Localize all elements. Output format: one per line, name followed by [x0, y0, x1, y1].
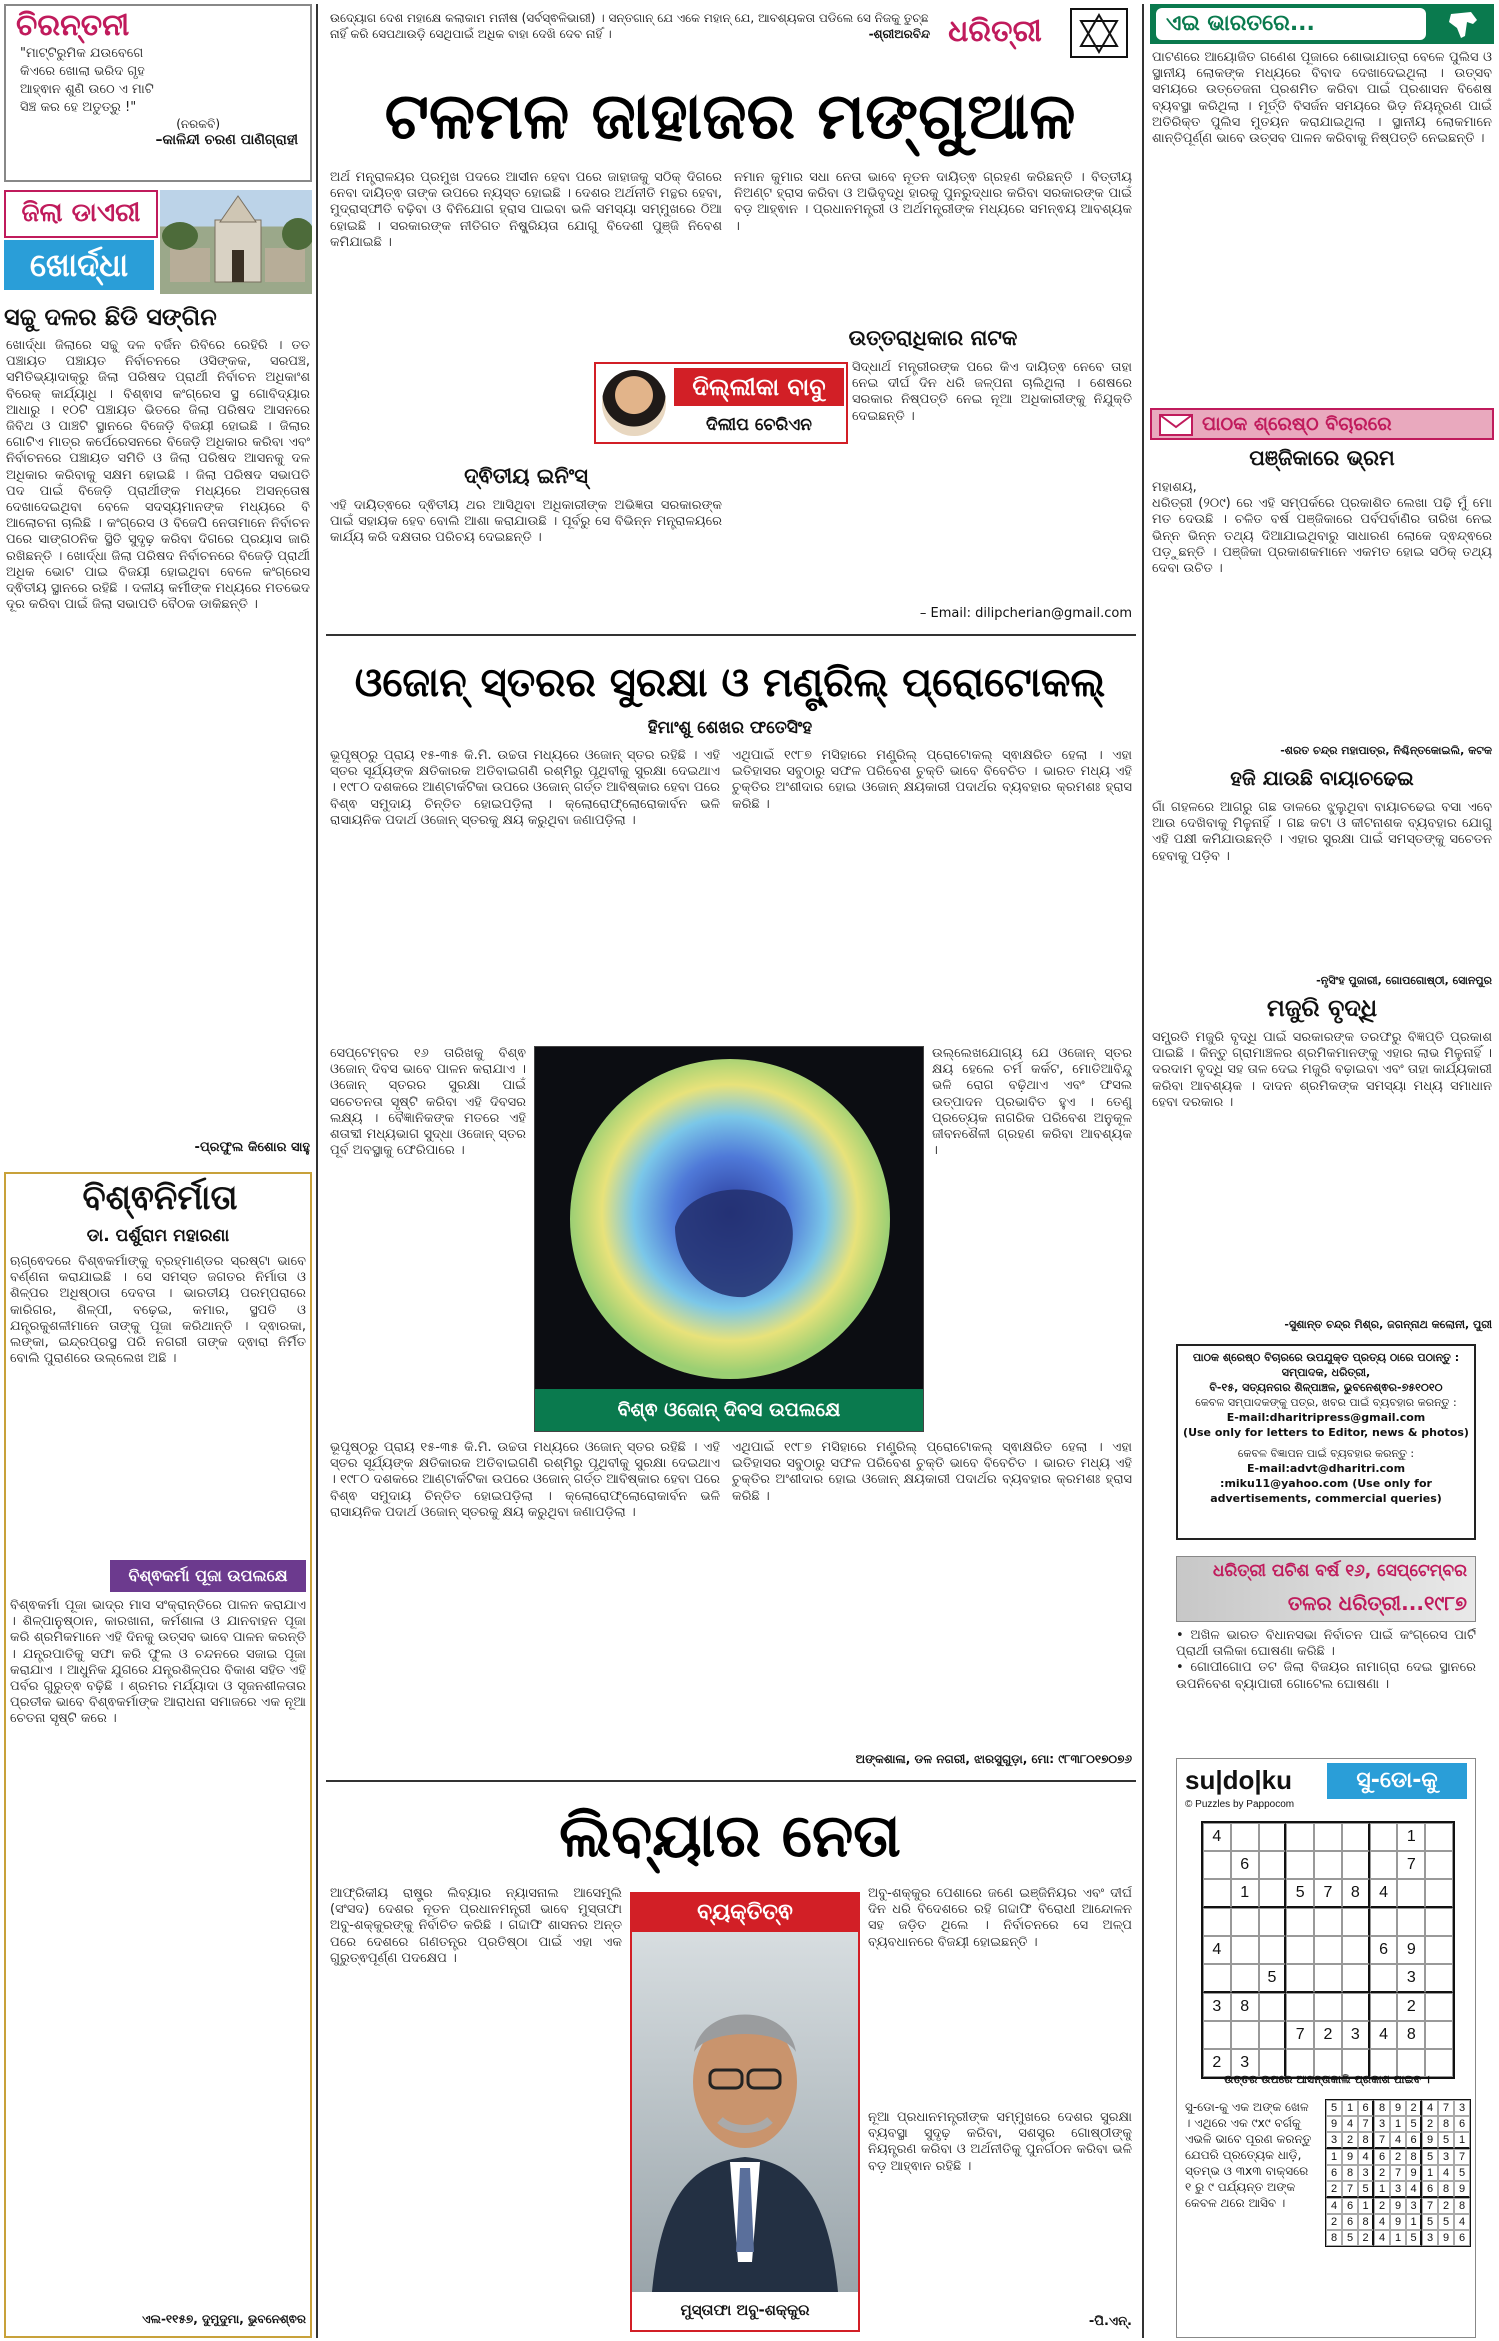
archive-bottom: ତଳର ଧରିତ୍ରୀ...୧୯୮୭ — [1287, 1591, 1467, 1615]
ozone-caption: ବିଶ୍ଵ ଓଜୋନ୍ ଦିବସ ଉପଲକ୍ଷେ — [535, 1389, 923, 1431]
sudoku-cell[interactable] — [1259, 1993, 1287, 2021]
archive-banner — [1176, 1556, 1476, 1622]
vishwa-title: ବିଶ୍ଵନିର୍ମାତା — [82, 1178, 238, 1218]
sudoku-cell[interactable]: 3 — [1397, 1964, 1425, 1993]
sudoku-cell[interactable]: 4 — [1203, 1823, 1231, 1851]
solution-cell: 4 — [1406, 2181, 1422, 2198]
letter-2-body: ଗାଁ ଗହଳରେ ଆଗରୁ ଗଛ ଡାଳରେ ଝୁଲୁଥିବା ବାୟାଚଢେଇ ବସା ଏବେ ଆଉ ଦେଖିବାକୁ ମିଳୁନାହିଁ । ଗଛ କଟା ଓ କୀଟନାଶକ ବ୍ୟବହାର ଯୋଗୁ ଏହି ପକ୍ଷୀ କମିଯାଉଛନ୍ତି । ଏହାର ସୁରକ୍ଷା ପାଇଁ ସମସ୍ତଙ୍କୁ ସଚେତନ ହେବାକୁ ପଡ଼ିବ । — [1152, 800, 1492, 864]
solution-cell: 5 — [1438, 2214, 1454, 2230]
letter-1-body: ମହାଶୟ, ଧରିତ୍ରୀ (୨୦୯) ରେ ଏହି ସମ୍ପର୍କରେ ପ୍ରକାଶିତ ଲେଖା ପଢ଼ି ମୁଁ ମୋ ମତ ଦେଉଛି । ଚଳିତ ବର୍ଷ ପଞ୍ଜିକାରେ ପର୍ବପର୍ବାଣିର ତାରିଖ ନେଇ ଭିନ୍ନ ଭିନ୍ନ ତଥ୍ୟ ଦିଆଯାଇଥିବାରୁ ସାଧାରଣ ଲୋକେ ଦ୍ଵନ୍ଦ୍ଵରେ ପଡ଼ୁଛନ୍ତି । ପଞ୍ଜିକା ପ୍ରକାଶକମାନେ ଏକମତ ହୋଇ ସଠିକ୍ ତଥ୍ୟ ଦେବା ଉଚିତ । — [1152, 480, 1492, 577]
letter-3-body: ସମ୍ପ୍ରତି ମଜୁରି ବୃଦ୍ଧି ପାଇଁ ସରକାରଙ୍କ ତରଫରୁ ବିଜ୍ଞପ୍ତି ପ୍ରକାଶ ପାଇଛି । କିନ୍ତୁ ଗ୍ରାମାଞ୍ଚଳର ଶ୍ରମିକମାନଙ୍କୁ ଏହାର ଲାଭ ମିଳୁନାହିଁ । ଦରଦାମ ବୃଦ୍ଧି ସହ ତାଳ ଦେଇ ମଜୁରି ବଢ଼ାଇବା ଏବଂ ତାହା କାର୍ଯ୍ୟକାରୀ କରିବା ଆବଶ୍ୟକ । ଦାଦନ ଶ୍ରମିକଙ୍କ ସମସ୍ୟା ମଧ୍ୟ ସମାଧାନ ହେବା ଦରକାର । — [1152, 1030, 1492, 1110]
libya-portrait — [632, 1932, 858, 2292]
sudoku-cell[interactable]: 3 — [1231, 2049, 1259, 2077]
sudoku-cell[interactable] — [1286, 1823, 1314, 1851]
solution-cell: 3 — [1374, 2116, 1390, 2132]
sudoku-cell[interactable] — [1425, 1993, 1453, 2021]
libya-col-3: ନୂଆ ପ୍ରଧାନମନ୍ତ୍ରୀଙ୍କ ସମ୍ମୁଖରେ ଦେଶର ସୁରକ୍ଷା ବ୍ୟବସ୍ଥା ସୁଦୃଢ଼ କରିବା, ସଶସ୍ତ୍ର ଗୋଷ୍ଠୀଙ୍କୁ ନିୟନ୍ତ୍ରଣ କରିବା ଓ ଅର୍ଥନୀତିକୁ ପୁନର୍ଗଠନ କରିବା ଭଳି ବଡ଼ ଆହ୍ଵାନ ରହିଛି । — [868, 2110, 1132, 2174]
address-line-2: ସମ୍ପାଦକ, ଧରିତ୍ରୀ, — [1281, 1366, 1371, 1379]
sudoku-cell[interactable] — [1203, 1964, 1231, 1993]
solution-cell: 1 — [1342, 2100, 1358, 2116]
sudoku-note: ଉତ୍ତର ଉପରେ ଆସନ୍ତାକାଲି ପ୍ରକାଶ ପାଇବ । — [1224, 2073, 1430, 2086]
sudoku-cell[interactable] — [1425, 1823, 1453, 1851]
sudoku-brand-or: ସୁ-ଡୋ-କୁ — [1327, 1763, 1467, 1799]
solution-cell: 6 — [1454, 2116, 1470, 2132]
ei-bharat-header — [1150, 4, 1494, 44]
sudoku-cell[interactable] — [1370, 1993, 1398, 2021]
ozone-col-c: ସେପ୍ଟେମ୍ବର ୧୬ ତାରିଖକୁ ବିଶ୍ଵ ଓଜୋନ୍ ଦିବସ ଭାବେ ପାଳନ କରାଯାଏ । ଓଜୋନ୍ ସ୍ତରର ସୁରକ୍ଷା ପାଇଁ ସଚେତନତା ସୃଷ୍ଟି କରିବା ଏହି ଦିବସର ଲକ୍ଷ୍ୟ । ବୈଜ୍ଞାନିକଙ୍କ ମତରେ ଏହି ଶତାବ୍ଦୀ ମଧ୍ୟଭାଗ ସୁଦ୍ଧା ଓଜୋନ୍ ସ୍ତର ପୂର୍ବ ଅବସ୍ଥାକୁ ଫେରିପାରେ । — [330, 1046, 526, 1159]
solution-cell: 8 — [1454, 2198, 1470, 2214]
solution-cell: 2 — [1374, 2165, 1390, 2181]
letter-3-sign: -ସୁଶାନ୍ତ ଚନ୍ଦ୍ର ମିଶ୍ର, ଜଗନ୍ନାଥ କଲୋନୀ, ପୁରୀ — [1284, 1318, 1492, 1331]
solution-cell: 2 — [1326, 2214, 1342, 2230]
sudoku-cell[interactable] — [1342, 1936, 1370, 1964]
solution-cell: 4 — [1374, 2214, 1390, 2230]
sudoku-cell[interactable]: 3 — [1203, 1993, 1231, 2021]
solution-cell: 8 — [1374, 2100, 1390, 2116]
solution-cell: 7 — [1358, 2116, 1374, 2132]
vishwa-banner: ବିଶ୍ଵକର୍ମା ପୂଜା ଉପଲକ୍ଷେ — [110, 1560, 306, 1592]
solution-cell: 9 — [1438, 2230, 1454, 2246]
address-line-4: କେବଳ ସମ୍ପାଦକଙ୍କୁ ପତ୍ର, ଖବର ପାଇଁ ବ୍ୟବହାର କରନ୍ତୁ : — [1195, 1396, 1457, 1409]
solution-cell: 5 — [1438, 2132, 1454, 2149]
india-map-icon — [1440, 8, 1486, 40]
solution-cell: 1 — [1374, 2181, 1390, 2198]
vishwa-body-1: ଋଗ୍ଵେଦରେ ବିଶ୍ଵକର୍ମାଙ୍କୁ ବ୍ରହ୍ମାଣ୍ଡର ସ୍ରଷ୍ଟା ଭାବେ ବର୍ଣ୍ଣନା କରାଯାଇଛି । ସେ ସମସ୍ତ ଜଗତର ନିର୍ମାତା ଓ ଶିଳ୍ପର ଅଧିଷ୍ଠାତା ଦେବତା । ଭାରତୀୟ ପରମ୍ପରାରେ କାରିଗର, ଶିଳ୍ପୀ, ବଢ଼େଇ, କମାର, ସ୍ଥପତି ଓ ଯନ୍ତ୍ରକୁଶଳୀମାନେ ତାଙ୍କୁ ପୂଜା କରିଥାନ୍ତି । ଦ୍ଵାରକା, ଲଙ୍କା, ଇନ୍ଦ୍ରପ୍ରସ୍ଥ ପରି ନଗରୀ ତାଙ୍କ ଦ୍ଵାରା ନିର୍ମିତ ବୋଲି ପୁରାଣରେ ଉଲ୍ଲେଖ ଅଛି । — [10, 1254, 306, 1367]
email-line: – Email: dilipcherian@gmail.com — [919, 606, 1132, 621]
solution-cell: 4 — [1454, 2214, 1470, 2230]
chirantani-box — [4, 4, 312, 182]
solution-cell: 6 — [1342, 2198, 1358, 2214]
solution-cell: 2 — [1342, 2132, 1358, 2149]
sudoku-cell[interactable]: 7 — [1397, 1851, 1425, 1879]
libya-photo-caption: ମୁସ୍ତାଫା ଅବୁ-ଶକ୍କୁର — [680, 2301, 810, 2319]
solution-cell: 2 — [1406, 2100, 1422, 2116]
letter-1-title: ପଞ୍ଜିକାରେ ଭ୍ରମ — [1249, 446, 1395, 470]
advt-email-note: advertisements, commercial queries) — [1210, 1492, 1442, 1505]
ozone-col-b: ଏଥିପାଇଁ ୧୯୮୭ ମସିହାରେ ମଣ୍ଟ୍ରିଲ୍ ପ୍ରୋଟୋକଲ୍ ସ୍ଵାକ୍ଷରିତ ହେଲା । ଏହା ଇତିହାସର ସବୁଠାରୁ ସଫଳ ପରିବେଶ ଚୁକ୍ତି ଭାବେ ବିବେଚିତ । ଭାରତ ମଧ୍ୟ ଏହି ଚୁକ୍ତିର ଅଂଶୀଦାର ହୋଇ ଓଜୋନ୍ କ୍ଷୟକାରୀ ପଦାର୍ଥର ବ୍ୟବହାର କ୍ରମଶଃ ହ୍ରାସ କରିଛି । — [732, 748, 1132, 812]
solution-cell: 5 — [1406, 2116, 1422, 2132]
ozone-col-c2: ଉଲ୍ଲେଖଯୋଗ୍ୟ ଯେ ଓଜୋନ୍ ସ୍ତର କ୍ଷୟ ହେଲେ ଚର୍ମ କର୍କଟ, ମୋତିଆବିନ୍ଦୁ ଭଳି ରୋଗ ବଢ଼ିଥାଏ ଏବଂ ଫସଲ ଉତ୍ପାଦନ ପ୍ରଭାବିତ ହୁଏ । ତେଣୁ ପ୍ରତ୍ୟେକ ନାଗରିକ ପରିବେଶ ଅନୁକୂଳ ଜୀବନଶୈଳୀ ଗ୍ରହଣ କରିବା ଆବଶ୍ୟକ । — [932, 1046, 1132, 1159]
solution-cell: 3 — [1406, 2198, 1422, 2214]
solution-cell: 1 — [1390, 2116, 1406, 2132]
solution-cell: 2 — [1358, 2230, 1374, 2246]
solution-cell: 6 — [1406, 2132, 1422, 2149]
solution-cell: 3 — [1422, 2230, 1438, 2246]
sudoku-box — [1176, 1758, 1476, 2338]
solution-cell: 8 — [1358, 2132, 1374, 2149]
address-line-5: କେବଳ ବିଜ୍ଞାପନ ପାଇଁ ବ୍ୟବହାର କରନ୍ତୁ : — [1237, 1447, 1415, 1460]
libya-col-1: ଆଫ୍ରିକୀୟ ରାଷ୍ଟ୍ର ଲିବ୍ୟାର ନ୍ୟାସନାଲ ଆସେମ୍ବ୍ଲି (ସଂସଦ) ଦେଶର ନୂତନ ପ୍ରଧାନମନ୍ତ୍ରୀ ଭାବେ ମୁସ୍ତାଫା ଅବୁ-ଶକ୍କୁରଙ୍କୁ ନିର୍ବାଚିତ କରିଛି । ଗଦ୍ଦାଫି ଶାସନର ଅନ୍ତ ପରେ ଦେଶରେ ଗଣତନ୍ତ୍ର ପ୍ରତିଷ୍ଠା ପାଇଁ ଏହା ଏକ ଗୁରୁତ୍ଵପୂର୍ଣ୍ଣ ପଦକ୍ଷେପ । — [330, 1886, 622, 1966]
letter-3-title: ମଜୁରି ବୃଦ୍ଧି — [1266, 994, 1378, 1022]
sudoku-cell[interactable] — [1342, 1993, 1370, 2021]
sub-heading-2: ଉତ୍ତରାଧିକାର ନାଟକ — [848, 326, 1018, 350]
sudoku-cell[interactable] — [1203, 1879, 1231, 1908]
portrait-illustration — [632, 1932, 858, 2292]
district-name: ଖୋର୍ଦ୍ଧା — [4, 240, 154, 290]
sudoku-cell[interactable] — [1231, 1823, 1259, 1851]
solution-cell: 1 — [1326, 2149, 1342, 2165]
sudoku-cell[interactable] — [1342, 1964, 1370, 1993]
solution-cell: 5 — [1422, 2214, 1438, 2230]
column-badge — [594, 362, 848, 444]
sudoku-cell[interactable]: 5 — [1286, 1879, 1314, 1908]
solution-cell: 6 — [1342, 2214, 1358, 2230]
solution-cell: 2 — [1390, 2149, 1406, 2165]
sudoku-cell[interactable] — [1314, 1993, 1342, 2021]
solution-cell: 4 — [1390, 2132, 1406, 2149]
libya-headline: ଲିବ୍ୟାର ନେତା — [559, 1801, 901, 1871]
ticker-source: -ଶ୍ରୀଅରବିନ୍ଦ — [868, 27, 930, 41]
sudoku-credit: © Puzzles by Pappocom — [1185, 1799, 1295, 1810]
archive-body: • ଅଖିଳ ଭାରତ ବିଧାନସଭା ନିର୍ବାଚନ ପାଇଁ କଂଗ୍ରେସ ପାର୍ଟି ପ୍ରାର୍ଥୀ ତାଲିକା ଘୋଷଣା କରିଛି । • ଗୋପୀଗୋପ ତଟ ଜିଲା ବିଜୟର ନାମାଗ୍ରା ଦେଇ ସ୍ଥାନରେ ଉପନିବେଶ ବ୍ୟାପାରୀ ଗୋଟେଲ ଘୋଷଣା । — [1176, 1628, 1476, 1692]
solution-cell: 5 — [1406, 2230, 1422, 2246]
solution-cell: 6 — [1358, 2100, 1374, 2116]
sudoku-cell[interactable]: 1 — [1397, 1823, 1425, 1851]
sudoku-cell[interactable] — [1314, 1823, 1342, 1851]
sudoku-cell[interactable] — [1259, 1936, 1287, 1964]
sudoku-cell[interactable] — [1342, 1851, 1370, 1879]
sudoku-cell[interactable] — [1259, 2021, 1287, 2049]
top-col-1: ଅର୍ଥ ମନ୍ତ୍ରାଳୟର ପ୍ରମୁଖ ପଦରେ ଆସୀନ ହେବା ପରେ ଜାହାଜକୁ ସଠିକ୍ ଦିଗରେ ନେବା ଦାୟିତ୍ଵ ତାଙ୍କ ଉପରେ ନ୍ୟସ୍ତ ହୋଇଛି । ଦେଶର ଅର୍ଥନୀତି ମନ୍ଥର ହେବା, ମୁଦ୍ରାସ୍ଫୀତି ବଢ଼ିବା ଓ ବିନିଯୋଗ ହ୍ରାସ ପାଇବା ଭଳି ସମସ୍ୟା ସମ୍ମୁଖରେ ଠିଆ ହୋଇଛି । ସରକାରଙ୍କ ନୀତିଗତ ନିଷ୍କ୍ରିୟତା ଯୋଗୁ ବିଦେଶୀ ପୁଞ୍ଜି ନିବେଶ କମିଯାଇଛି । — [330, 170, 722, 250]
advt-email[interactable]: E-mail:advt@dharitri.com — [1246, 1462, 1406, 1475]
sudoku-cell[interactable]: 3 — [1342, 2021, 1370, 2049]
solution-cell: 4 — [1326, 2198, 1342, 2214]
solution-cell: 1 — [1454, 2132, 1470, 2149]
reader-best-label: ପାଠକ ଶ୍ରେଷ୍ଠ ବିଚାରରେ — [1202, 413, 1392, 435]
sudoku-cell[interactable]: 5 — [1259, 1964, 1287, 1993]
ozone-col-e: ଏଥିପାଇଁ ୧୯୮୭ ମସିହାରେ ମଣ୍ଟ୍ରିଲ୍ ପ୍ରୋଟୋକଲ୍ ସ୍ଵାକ୍ଷରିତ ହେଲା । ଏହା ଇତିହାସର ସବୁଠାରୁ ସଫଳ ପରିବେଶ ଚୁକ୍ତି ଭାବେ ବିବେଚିତ । ଭାରତ ମଧ୍ୟ ଏହି ଚୁକ୍ତିର ଅଂଶୀଦାର ହୋଇ ଓଜୋନ୍ କ୍ଷୟକାରୀ ପଦାର୍ଥର ବ୍ୟବହାର କ୍ରମଶଃ ହ୍ରାସ କରିଛି । — [732, 1440, 1132, 1504]
ei-bharat-body: ପାଟଣରେ ଆୟୋଜିତ ଗଣେଶ ପୂଜାରେ ଶୋଭାଯାତ୍ରା ବେଳେ ପୁଲିସ ଓ ସ୍ଥାନୀୟ ଲୋକଙ୍କ ମଧ୍ୟରେ ବିବାଦ ଦେଖାଦେଇଥିଲା । ଉତ୍ସବ ସମୟରେ ଉତ୍ତେଜନା ପ୍ରଶମିତ କରିବା ପାଇଁ ପ୍ରଶାସନ ବିଶେଷ ବ୍ୟବସ୍ଥା କରିଥିଲା । ମୂର୍ତ୍ତି ବିସର୍ଜନ ସମୟରେ ଭିଡ଼ ନିୟନ୍ତ୍ରଣ ପାଇଁ ଅତିରିକ୍ତ ପୁଲିସ ମୁତୟନ କରାଯାଇଥିଲା । ସ୍ଥାନୀୟ ଲୋକମାନେ ଶାନ୍ତିପୂର୍ଣ୍ଣ ଭାବେ ଉତ୍ସବ ପାଳନ କରିବାକୁ ନିଷ୍ପତ୍ତି ନେଇଛନ୍ତି । — [1152, 50, 1492, 147]
vishwa-body-2: ବିଶ୍ଵକର୍ମା ପୂଜା ଭାଦ୍ର ମାସ ସଂକ୍ରାନ୍ତିରେ ପାଳନ କରାଯାଏ । ଶିଳ୍ପାନୁଷ୍ଠାନ, କାରଖାନା, କର୍ମଶାଳା ଓ ଯାନବାହନ ପୂଜା କରି ଶ୍ରମିକମାନେ ଏହି ଦିନକୁ ଉତ୍ସବ ଭାବେ ପାଳନ କରନ୍ତି । ଯନ୍ତ୍ରପାତିକୁ ସଫା କରି ଫୁଲ ଓ ଚନ୍ଦନରେ ସଜାଇ ପୂଜା କରାଯାଏ । ଆଧୁନିକ ଯୁଗରେ ଯନ୍ତ୍ରଶିଳ୍ପର ବିକାଶ ସହିତ ଏହି ପର୍ବର ଗୁରୁତ୍ଵ ବଢ଼ିଛି । ଶ୍ରମର ମର୍ଯ୍ୟାଦା ଓ ସୃଜନଶୀଳତାର ପ୍ରତୀକ ଭାବେ ବିଶ୍ଵକର୍ମାଙ୍କ ଆରାଧନା ସମାଜରେ ଏକ ନୂଆ ଚେତନା ସୃଷ୍ଟି କରେ । — [10, 1598, 306, 1727]
star-emblem-icon — [1070, 8, 1128, 58]
solution-cell: 9 — [1390, 2100, 1406, 2116]
solution-cell: 7 — [1438, 2100, 1454, 2116]
solution-cell: 1 — [1358, 2198, 1374, 2214]
vishwa-author: ଡା. ପର୍ଶୁରାମ ମହାରଣା — [86, 1226, 230, 1246]
sudoku-cell[interactable]: 7 — [1286, 2021, 1314, 2049]
solution-cell: 4 — [1422, 2100, 1438, 2116]
solution-cell: 7 — [1374, 2132, 1390, 2149]
archive-top: ଧରିତ୍ରୀ ପଚିଶ ବର୍ଷ ୧୬, ସେପ୍ଟେମ୍ବର — [1212, 1561, 1467, 1581]
sudoku-cell[interactable] — [1425, 1936, 1453, 1964]
solution-cell: 2 — [1438, 2198, 1454, 2214]
sudoku-cell[interactable] — [1259, 1908, 1287, 1936]
reader-best-bar — [1150, 408, 1494, 440]
sudoku-cell[interactable] — [1425, 2021, 1453, 2049]
sudoku-cell[interactable] — [1425, 1908, 1453, 1936]
solution-cell: 7 — [1342, 2181, 1358, 2198]
solution-cell: 5 — [1342, 2230, 1358, 2246]
letter-1-sign: -ଶରତ ଚନ୍ଦ୍ର ମହାପାତ୍ର, ନିଶ୍ଚିନ୍ତକୋଇଲି, କଟକ — [1280, 744, 1492, 757]
letter-2-sign: -ନୃସିଂହ ପୁଜାରୀ, ଗୋପଗୋଷ୍ଠୀ, ସୋନପୁର — [1316, 974, 1492, 987]
sudoku-cell[interactable]: 8 — [1397, 2021, 1425, 2049]
solution-cell: 6 — [1454, 2230, 1470, 2246]
district-diary-label: ଜିଲା ଡାଏରୀ — [4, 190, 158, 238]
solution-cell: 8 — [1406, 2149, 1422, 2165]
sudoku-grid[interactable] — [1201, 1821, 1455, 2079]
sudoku-cell[interactable]: 6 — [1231, 1851, 1259, 1879]
sudoku-cell[interactable] — [1203, 1851, 1231, 1879]
sudoku-cell[interactable] — [1231, 1964, 1259, 1993]
ozone-col-d: ଭୂପୃଷ୍ଠରୁ ପ୍ରାୟ ୧୫-୩୫ କି.ମି. ଉଚ୍ଚତା ମଧ୍ୟରେ ଓଜୋନ୍ ସ୍ତର ରହିଛି । ଏହି ସ୍ତର ସୂର୍ଯ୍ୟଙ୍କ କ୍ଷତିକାରକ ଅତିବାଇଗଣି ରଶ୍ମିରୁ ପୃଥିବୀକୁ ସୁରକ୍ଷା ଦେଇଥାଏ । ୧୯୮୦ ଦଶକରେ ଆଣ୍ଟାର୍କଟିକା ଉପରେ ଓଜୋନ୍ ଗର୍ତ୍ତ ଆବିଷ୍କାର ହେବା ପରେ ବିଶ୍ଵ ସମୁଦାୟ ଚିନ୍ତିତ ହୋଇପଡ଼ିଲା । କ୍ଲୋରୋଫ୍ଲୋରୋକାର୍ବନ ଭଳି ରାସାୟନିକ ପଦାର୍ଥ ଓଜୋନ୍ ସ୍ତରକୁ କ୍ଷୟ କରୁଥିବା ଜଣାପଡ଼ିଲା । — [330, 1440, 720, 1520]
sudoku-cell[interactable]: 2 — [1397, 1993, 1425, 2021]
sudoku-cell[interactable] — [1370, 1964, 1398, 1993]
solution-cell: 3 — [1454, 2100, 1470, 2116]
solution-cell: 9 — [1326, 2116, 1342, 2132]
masthead-ticker — [330, 10, 930, 50]
sudoku-cell[interactable] — [1259, 1879, 1287, 1908]
solution-cell: 4 — [1374, 2230, 1390, 2246]
solution-cell: 9 — [1454, 2181, 1470, 2198]
solution-cell: 4 — [1342, 2116, 1358, 2132]
editor-email[interactable]: E-mail:dharitripress@gmail.com — [1226, 1411, 1426, 1424]
solution-cell: 9 — [1342, 2149, 1358, 2165]
ozone-col-a: ଭୂପୃଷ୍ଠରୁ ପ୍ରାୟ ୧୫-୩୫ କି.ମି. ଉଚ୍ଚତା ମଧ୍ୟରେ ଓଜୋନ୍ ସ୍ତର ରହିଛି । ଏହି ସ୍ତର ସୂର୍ଯ୍ୟଙ୍କ କ୍ଷତିକାରକ ଅତିବାଇଗଣି ରଶ୍ମିରୁ ପୃଥିବୀକୁ ସୁରକ୍ଷା ଦେଇଥାଏ । ୧୯୮୦ ଦଶକରେ ଆଣ୍ଟାର୍କଟିକା ଉପରେ ଓଜୋନ୍ ଗର୍ତ୍ତ ଆବିଷ୍କାର ହେବା ପରେ ବିଶ୍ଵ ସମୁଦାୟ ଚିନ୍ତିତ ହୋଇପଡ଼ିଲା । କ୍ଲୋରୋଫ୍ଲୋରୋକାର୍ବନ ଭଳି ରାସାୟନିକ ପଦାର୍ଥ ଓଜୋନ୍ ସ୍ତରକୁ କ୍ଷୟ କରୁଥିବା ଜଣାପଡ଼ିଲା । — [330, 748, 720, 828]
solution-cell: 6 — [1326, 2165, 1342, 2181]
sudoku-cell[interactable] — [1259, 1823, 1287, 1851]
solution-cell: 1 — [1422, 2165, 1438, 2181]
sudoku-cell[interactable]: 4 — [1203, 1936, 1231, 1964]
district-byline: -ପ୍ରଫୁଲ କିଶୋର ସାହୁ — [194, 1140, 310, 1155]
address-line-3: ବି-୧୫, ସତ୍ୟନଗର ଶିଳ୍ପାଞ୍ଚଳ, ଭୁବନେଶ୍ଵର-୭୫୧୦୧୦ — [1209, 1381, 1443, 1394]
solution-cell: 4 — [1438, 2165, 1454, 2181]
ozone-globe — [535, 1047, 925, 1387]
sudoku-cell[interactable] — [1286, 1993, 1314, 2021]
solution-cell: 5 — [1454, 2165, 1470, 2181]
sudoku-cell[interactable] — [1314, 1936, 1342, 1964]
sudoku-cell[interactable] — [1397, 1908, 1425, 1936]
sudoku-cell[interactable] — [1314, 1908, 1342, 1936]
sudoku-cell[interactable] — [1425, 1964, 1453, 1993]
masthead-logo: ଧରିତ୍ରୀ — [948, 14, 1042, 49]
sudoku-cell[interactable] — [1286, 1964, 1314, 1993]
solution-cell: 9 — [1422, 2132, 1438, 2149]
solution-cell: 9 — [1390, 2198, 1406, 2214]
sudoku-cell[interactable]: 2 — [1203, 2049, 1231, 2077]
solution-cell: 8 — [1438, 2116, 1454, 2132]
sudoku-cell[interactable] — [1203, 1908, 1231, 1936]
sudoku-cell[interactable] — [1259, 1851, 1287, 1879]
letter-2-title: ହଜି ଯାଉଛି ବାୟାଚଢେଇ — [1230, 766, 1414, 790]
solution-cell: 8 — [1342, 2165, 1358, 2181]
solution-cell: 6 — [1374, 2149, 1390, 2165]
solution-cell: 6 — [1422, 2181, 1438, 2198]
solution-cell: 2 — [1374, 2198, 1390, 2214]
solution-cell: 8 — [1358, 2214, 1374, 2230]
sudoku-cell[interactable] — [1425, 1851, 1453, 1879]
sudoku-cell[interactable] — [1425, 1879, 1453, 1908]
envelope-icon — [1158, 414, 1194, 436]
address-box — [1176, 1344, 1476, 1540]
columnist-avatar — [602, 370, 666, 436]
ozone-headline: ଓଜୋନ୍ ସ୍ତରର ସୁରକ୍ଷା ଓ ମଣ୍ଟ୍ରିଲ୍ ପ୍ରୋଟୋକଲ୍ — [354, 660, 1106, 706]
libya-col-2: ଅବୁ-ଶକ୍କୁର ପେଶାରେ ଜଣେ ଇଞ୍ଜିନିୟର ଏବଂ ଦୀର୍ଘ ଦିନ ଧରି ବିଦେଶରେ ରହି ଗଦ୍ଦାଫି ବିରୋଧୀ ଆନ୍ଦୋଳନ ସହ ଜଡ଼ିତ ଥିଲେ । ନିର୍ବାଚନରେ ସେ ଅଳ୍ପ ବ୍ୟବଧାନରେ ବିଜୟୀ ହୋଇଛନ୍ତି । — [868, 1886, 1132, 1950]
solution-cell: 3 — [1390, 2181, 1406, 2198]
solution-cell: 5 — [1422, 2149, 1438, 2165]
sudoku-cell[interactable]: 7 — [1314, 1879, 1342, 1908]
sudoku-cell[interactable] — [1370, 1851, 1398, 1879]
sudoku-cell[interactable] — [1342, 1908, 1370, 1936]
sudoku-rules: ସୁ-ଡୋ-କୁ ଏକ ଅଙ୍କ ଖେଳ । ଏଥିରେ ଏକ ୯x୯ ବର୍ଗକୁ ଏଭଳି ଭାବେ ପୂରଣ କରନ୍ତୁ ଯେପରି ପ୍ରତ୍ୟେକ ଧାଡ଼ି, ସ୍ତମ୍ଭ ଓ ୩x୩ ବାକ୍ସରେ ୧ ରୁ ୯ ପର୍ଯ୍ୟନ୍ତ ଅଙ୍କ କେବଳ ଥରେ ଆସିବ । — [1185, 2100, 1312, 2210]
district-body: ଖୋର୍ଦ୍ଧା ଜିଲାରେ ସଚ୍ଚୁ ଦଳ ବର୍ଜିନ ରିବିରେ ରେହିରି । ତତ ପଞ୍ଚାୟତ ପଞ୍ଚାୟତ ନିର୍ବାଚନରେ ଓସିଙ୍କକ, ସରପଞ୍ଚ, ସମିତିଭ୍ୟାଦାକ୍ରୁ ଜିଲା ପରିଷଦ ପ୍ରାର୍ଥୀ ନିର୍ବାଚନ ଅଧିକାଂଶ ବିରେକ୍ କାର୍ଯ୍ୟାଧି । ବିଶ୍ଵାସ କଂଗ୍ରେସ ସ୍ଥ ଗୋବିଦ୍ୟାର ଆଧାରୁ । ୧୦ଟି ପଞ୍ଚାୟତ ଭିତରେ ଜିଲା ପରିଷଦ ଆସନରେ ଜିବିଥ ଓ ପାଞ୍ଚଟି ସ୍ଥାନରେ ବିଜେଡ଼ି ବିଜୟୀ ହୋଇଛି । ଜିଲାର ଗୋଟିଏ ମାତ୍ର କର୍ପେରେସନରେ ବିଜେଡ଼ି ଅଧିକାର କରିବା ଏବଂ ନିର୍ବାଚନରେ ପଞ୍ଚାୟତ ସମିତି ଓ ଜିଲା ପରିଷଦ ଆସନକୁ ଦଳ ଅଧିକାର କରିବାକୁ ସକ୍ଷମ ହୋଇଛି । ଜିଲା ପରିଷଦ ସଭାପତି ପଦ ପାଇଁ ବିଜେଡ଼ି ପ୍ରାର୍ଥୀଙ୍କ ମଧ୍ୟରେ ଅସନ୍ତୋଷ ଦେଖାଦେଇଥିବା ବେଳେ ସଦସ୍ୟମାନଙ୍କ ମଧ୍ୟରେ ବି ଆଲୋଚନା ଚାଲିଛି । କଂଗ୍ରେସ ଓ ବିଜେପି ନେତାମାନେ ନିର୍ବାଚନ ପରେ ସାଙ୍ଗଠନିକ ସ୍ଥିତି ସୁଦୃଢ଼ କରିବା ଦିଗରେ ପ୍ରୟାସ ଜାରି ରଖିଛନ୍ତି । ଖୋର୍ଦ୍ଧା ଜିଲା ପରିଷଦ ନିର୍ବାଚନରେ ବିଜେଡ଼ି ପ୍ରାର୍ଥୀ ଅଧିକ ଭୋଟ ପାଇ ବିଜୟୀ ହୋଇଥିବା ବେଳେ କଂଗ୍ରେସ ଦ୍ଵିତୀୟ ସ୍ଥାନରେ ରହିଛି । ଦଳୀୟ କର୍ମୀଙ୍କ ମଧ୍ୟରେ ମତଭେଦ ଦୂର କରିବା ପାଇଁ ଜିଲା ସଭାପତି ବୈଠକ ଡାକିଛନ୍ତି । — [6, 338, 310, 613]
district-headline: ସଚ୍ଚୁ ଦଳର ଛିଡି ସଙ୍ଗିନ — [4, 303, 217, 331]
solution-cell: 7 — [1390, 2165, 1406, 2181]
solution-cell: 7 — [1422, 2198, 1438, 2214]
temple-photo — [160, 190, 312, 294]
top-headline: ଟଳମଳ ଜାହାଜର ମଙ୍ଗୁଆଳ — [384, 80, 1076, 154]
sudoku-cell[interactable]: 1 — [1231, 1879, 1259, 1908]
solution-cell: 8 — [1326, 2230, 1342, 2246]
solution-cell: 3 — [1326, 2132, 1342, 2149]
sudoku-cell[interactable] — [1231, 1908, 1259, 1936]
ei-bharat-title: ଏଇ ଭାରତରେ... — [1156, 8, 1426, 40]
address-line-1: ପାଠକ ଶ୍ରେଷ୍ଠ ବିଚାରରେ ଉପଯୁକ୍ତ ପ୍ରତ୍ୟ ଠାରେ ପଠାନ୍ତୁ : — [1192, 1351, 1460, 1364]
sudoku-cell[interactable]: 4 — [1370, 1879, 1398, 1908]
district-diary-header — [4, 190, 312, 298]
top-col-2-body: ସିଦ୍ଧାର୍ଥ ମନ୍ତ୍ରୀରଙ୍କ ପରେ କିଏ ଦାୟିତ୍ଵ ନେବେ ତାହା ନେଇ ଦୀର୍ଘ ଦିନ ଧରି ଜଳ୍ପନା ଚାଲିଥିଲା । ଶେଷରେ ସରକାର ନିଷ୍ପତ୍ତି ନେଇ ନୂଆ ଅଧିକାରୀଙ୍କୁ ନିଯୁକ୍ତି ଦେଇଛନ୍ତି । — [852, 360, 1132, 424]
solution-cell: 1 — [1390, 2230, 1406, 2246]
solution-cell: 2 — [1326, 2181, 1342, 2198]
sudoku-brand: su|do|ku — [1185, 1765, 1292, 1795]
ozone-byline: ଅଙ୍କଶାଳା, ଡଳ ନଗରୀ, ଝାରସୁଗୁଡ଼ା, ମୋ: ୯୮୩୮୦୧୭୦୭୬ — [855, 1752, 1132, 1766]
solution-cell: 8 — [1438, 2181, 1454, 2198]
libya-photo-box — [630, 1892, 860, 2332]
solution-cell: 3 — [1358, 2165, 1374, 2181]
advt-email-2[interactable]: :miku11@yahoo.com (Use only for — [1220, 1477, 1432, 1490]
ozone-author: ହିମାଂଶୁ ଶେଖର ଫତେସିଂହ — [647, 718, 813, 738]
chirantani-author: –କାଳିନ୍ଦୀ ଚରଣ ପାଣିଗ୍ରାହୀ — [155, 132, 298, 148]
solution-cell: 2 — [1422, 2116, 1438, 2132]
libya-label: ବ୍ୟକ୍ତିତ୍ଵ — [632, 1894, 858, 1932]
temple-illustration — [160, 190, 312, 294]
sudoku-cell[interactable] — [1231, 2021, 1259, 2049]
sub-heading-1: ଦ୍ଵିତୀୟ ଇନିଂସ୍ — [464, 464, 588, 488]
solution-cell: 9 — [1406, 2165, 1422, 2181]
sudoku-cell[interactable] — [1314, 1851, 1342, 1879]
editor-email-note: (Use only for letters to Editor, news & photos) — [1183, 1426, 1469, 1439]
sudoku-cell[interactable]: 4 — [1370, 2021, 1398, 2049]
sudoku-cell[interactable]: 8 — [1342, 1879, 1370, 1908]
ozone-image — [534, 1046, 924, 1432]
vishwa-byline: ଏଲ-୧୧୫୭, ଦୁମୁଦୁମା, ଭୁବନେଶ୍ଵର — [142, 2312, 306, 2326]
chirantani-title: ଚିରନ୍ତନୀ — [16, 8, 130, 43]
sudoku-cell[interactable] — [1286, 1936, 1314, 1964]
sudoku-cell[interactable] — [1342, 1823, 1370, 1851]
sudoku-cell[interactable]: 9 — [1397, 1936, 1425, 1964]
libya-byline: -ପି.ଏନ୍. — [1088, 2314, 1132, 2329]
solution-cell: 5 — [1358, 2181, 1374, 2198]
sudoku-solution — [1325, 2099, 1471, 2247]
sudoku-cell[interactable] — [1203, 2021, 1231, 2049]
chirantani-quote: "ମାଟ୍ଟିରୁମିକ ଯଉବେଗେ କିଏରେ ଖୋଲା ଭରିଦ ଗୃହ ଆହ୍ଵାନ ଶୁଣି ଉଠେ ଏ ମାଟି ସିଞ୍ଚ କର ହେ ଅତୁତ୍ରୁ !" — [20, 46, 154, 115]
solution-cell: 7 — [1454, 2149, 1470, 2165]
solution-cell: 9 — [1390, 2214, 1406, 2230]
sudoku-cell[interactable] — [1370, 1908, 1398, 1936]
sudoku-cell[interactable] — [1397, 1879, 1425, 1908]
solution-cell: 1 — [1406, 2214, 1422, 2230]
sudoku-cell[interactable] — [1286, 1851, 1314, 1879]
solution-cell: 5 — [1326, 2100, 1342, 2116]
sudoku-cell[interactable]: 8 — [1231, 1993, 1259, 2021]
sudoku-cell[interactable] — [1286, 1908, 1314, 1936]
column-label: ଦିଲ୍ଲୀକା ବାବୁ — [674, 368, 844, 406]
top-col-2: ନମାନ କୁମାର ସଧା ନେତା ଭାବେ ନୂତନ ଦାୟିତ୍ଵ ଗ୍ରହଣ କରିଛନ୍ତି । ବିତ୍ତୀୟ ନିଅଣ୍ଟ ହ୍ରାସ କରିବା ଓ ଅଭିବୃଦ୍ଧି ହାରକୁ ପୁନରୁଦ୍ଧାର କରିବା ସରକାରଙ୍କ ପାଇଁ ବଡ଼ ଆହ୍ଵାନ । ପ୍ରଧାନମନ୍ତ୍ରୀ ଓ ଅର୍ଥମନ୍ତ୍ରୀଙ୍କ ମଧ୍ୟରେ ସମନ୍ଵୟ ଆବଶ୍ୟକ । — [734, 170, 1132, 234]
sudoku-cell[interactable] — [1370, 1823, 1398, 1851]
sudoku-cell[interactable] — [1231, 1936, 1259, 1964]
sudoku-cell[interactable]: 2 — [1314, 2021, 1342, 2049]
column-author: ଦିଲୀପ ଚେରିଏନ — [706, 415, 812, 435]
ticker-text: ଉଦ୍ୟୋଗ ଦେଶ ମହାକ୍ଷେ କଲାକାମ ମନୀଷ (ସର୍ବସ୍ଵଳିଭାରୀ) । ସନ୍ତଗାନ୍ ଯେ ଏକେ ମହାନ୍ ଯେ, ଆବଶ୍ୟକତା ପଡିଲେ ସେ ନିଜକୁ ତୁଚ୍ଛ ନାହିଁ କରି ସେପଥାଉଡ଼ି ସେଥିପାଇଁ ଅଧିକ ବାହା ଦେଖି ଦେବ ନାହିଁ । — [330, 11, 929, 41]
sudoku-cell[interactable]: 6 — [1370, 1936, 1398, 1964]
solution-cell: 3 — [1438, 2149, 1454, 2165]
chirantani-source: (ନରକବି) — [176, 117, 220, 131]
sudoku-cell[interactable] — [1314, 1964, 1342, 1993]
top-col-1-body: ଏହି ଦାୟିତ୍ଵରେ ଦ୍ଵିତୀୟ ଥର ଆସିଥିବା ଅଧିକାରୀଙ୍କ ଅଭିଜ୍ଞତା ସରକାରଙ୍କ ପାଇଁ ସହାୟକ ହେବ ବୋଲି ଆଶା କରାଯାଉଛି । ପୂର୍ବରୁ ସେ ବିଭିନ୍ନ ମନ୍ତ୍ରାଳୟରେ କାର୍ଯ୍ୟ କରି ଦକ୍ଷତାର ପରିଚୟ ଦେଇଛନ୍ତି । — [330, 498, 722, 546]
solution-cell: 4 — [1358, 2149, 1374, 2165]
